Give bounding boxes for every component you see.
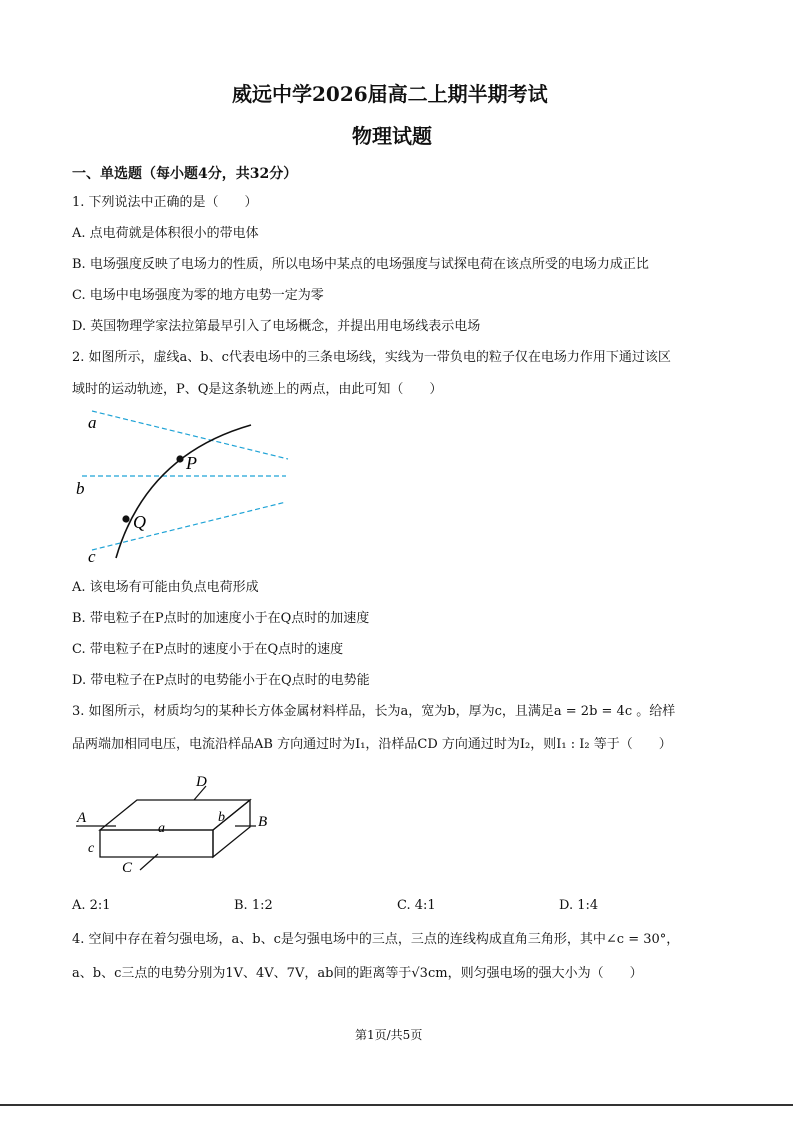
point-p-dot bbox=[176, 455, 183, 462]
label-width: b bbox=[218, 810, 225, 825]
section-heading: 一、单选题（每小题4分，共32分） bbox=[72, 166, 298, 182]
q2-option-d: D. 带电粒子在P点时的电势能小于在Q点时的电势能 bbox=[72, 673, 370, 688]
q1-option-a: A. 点电荷就是体积很小的带电体 bbox=[72, 226, 259, 241]
label-a-terminal: A bbox=[77, 810, 87, 826]
label-d-terminal: D bbox=[196, 774, 207, 790]
q2-stem-line2: 域时的运动轨迹，P、Q是这条轨迹上的两点，由此可知（ ） bbox=[72, 382, 443, 397]
q3-option-a: A. 2:1 bbox=[72, 898, 111, 913]
q4-stem-line1: 4. 空间中存在着匀强电场，a、b、c是匀强电场中的三点，三点的连线构成直角三角形，其中∠c = 30°， bbox=[72, 932, 680, 947]
bottom-divider bbox=[0, 1104, 793, 1106]
q3-option-b: B. 1:2 bbox=[234, 898, 273, 913]
q3-option-d: D. 1:4 bbox=[559, 898, 599, 913]
label-a: a bbox=[88, 413, 97, 432]
q1-option-b: B. 电场强度反映了电场力的性质，所以电场中某点的电场强度与试探电荷在该点所受的电场力成正比 bbox=[72, 257, 649, 272]
q2-option-a: A. 该电场有可能由负点电荷形成 bbox=[72, 580, 259, 595]
particle-trajectory bbox=[116, 425, 251, 558]
q1-option-d: D. 英国物理学家法拉第最早引入了电场概念，并提出用电场线表示电场 bbox=[72, 319, 481, 334]
exam-subtitle: 物理试题 bbox=[352, 124, 432, 148]
q3-option-c: C. 4:1 bbox=[397, 898, 436, 913]
label-b: b bbox=[76, 479, 85, 498]
q2-stem-line1: 2. 如图所示，虚线a、b、c代表电场中的三条电场线，实线为一带负电的粒子仅在电场力作用下通过该区 bbox=[72, 350, 671, 365]
label-c-terminal: C bbox=[122, 860, 133, 876]
label-p: P bbox=[186, 453, 197, 473]
q1-stem: 1. 下列说法中正确的是（ ） bbox=[72, 195, 258, 210]
q2-field-figure bbox=[76, 405, 296, 565]
page-number: 第1页/共5页 bbox=[355, 1028, 423, 1042]
q2-option-c: C. 带电粒子在P点时的速度小于在Q点时的速度 bbox=[72, 642, 344, 657]
exam-title: 威远中学2026届高二上期半期考试 bbox=[232, 82, 548, 106]
q3-block-figure bbox=[72, 770, 282, 890]
q4-stem-line2: a、b、c三点的电势分别为1V、4V、7V，ab间的距离等于√3cm，则匀强电场的强大小为（ ） bbox=[72, 966, 643, 981]
label-length: a bbox=[158, 821, 165, 836]
q2-option-b: B. 带电粒子在P点时的加速度小于在Q点时的加速度 bbox=[72, 611, 370, 626]
label-c: c bbox=[88, 547, 96, 565]
q3-stem-line2: 品两端加相同电压，电流沿样品AB 方向通过时为I₁，沿样品CD 方向通过时为I₂，则I₁ : I₂ 等于（ ） bbox=[72, 737, 672, 752]
label-b-terminal: B bbox=[258, 814, 268, 830]
block-top-face bbox=[100, 800, 250, 830]
point-q-dot bbox=[122, 515, 129, 522]
block-front-face bbox=[100, 830, 213, 857]
q3-stem-line1: 3. 如图所示，材质均匀的某种长方体金属材料样品，长为a，宽为b，厚为c，且满足a = 2b = 4c 。给样 bbox=[72, 704, 676, 719]
block-side-face bbox=[213, 800, 250, 857]
label-q: Q bbox=[133, 512, 146, 532]
q1-option-c: C. 电场中电场强度为零的地方电势一定为零 bbox=[72, 288, 324, 303]
label-thickness: c bbox=[88, 841, 95, 856]
